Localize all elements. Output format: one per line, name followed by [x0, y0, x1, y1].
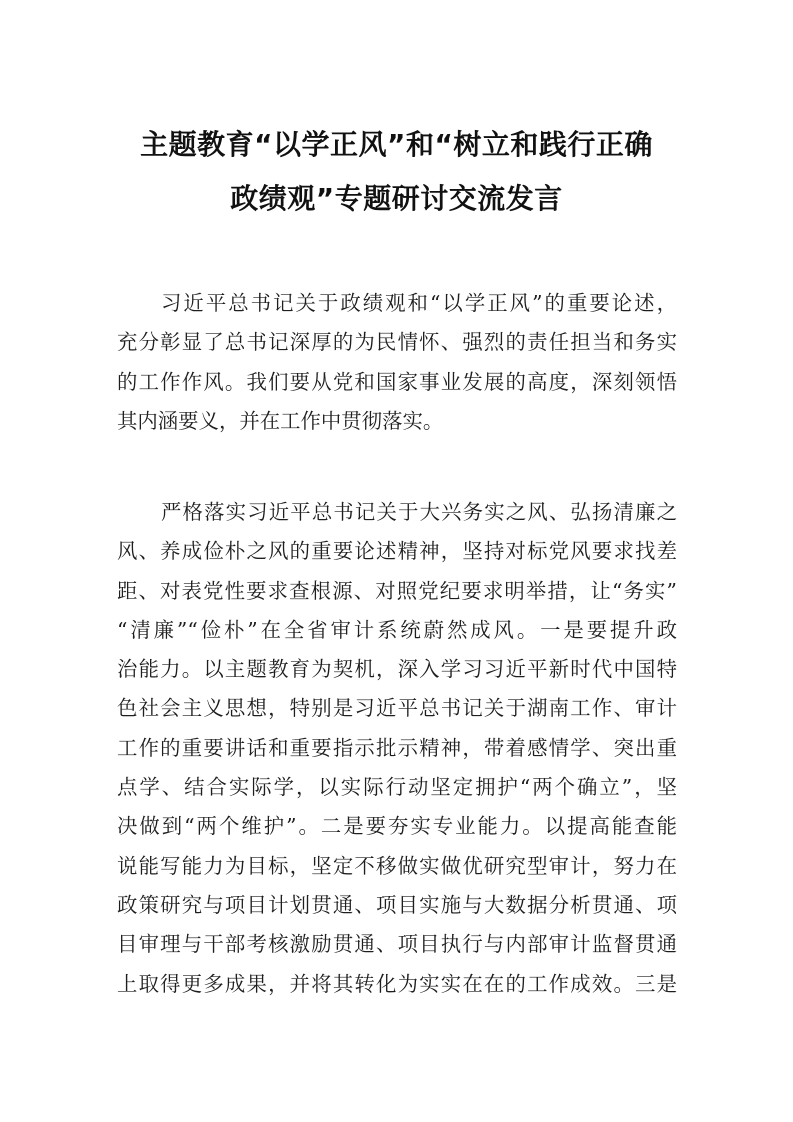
- paragraph-line: 色社会主义思想，特别是习近平总书记关于湖南工作、审计: [117, 696, 677, 721]
- paragraph-line: 风、养成俭朴之风的重要论述精神，坚持对标党风要求找差: [117, 539, 677, 564]
- paragraph-line: “清廉”“俭朴”在全省审计系统蔚然成风。一是要提升政: [117, 617, 677, 642]
- paragraph-intro: [117, 284, 677, 441]
- paragraph-line: 治能力。以主题教育为契机，深入学习习近平新时代中国特: [117, 657, 677, 682]
- paragraph-body: [117, 493, 677, 1004]
- paragraph-line: 其内涵要义，并在工作中贯彻落实。: [117, 408, 444, 433]
- paragraph-line: 政策研究与项目计划贯通、项目实施与大数据分析贯通、项: [117, 892, 677, 917]
- paragraph-line: 点学、结合实际学，以实际行动坚定拥护“两个确立”，坚: [117, 775, 677, 800]
- paragraph-line: 习近平总书记关于政绩观和“以学正风”的重要论述，: [161, 291, 677, 315]
- paragraph-line: 充分彰显了总书记深厚的为民情怀、强烈的责任担当和务实: [117, 330, 677, 355]
- paragraph-line: 目审理与干部考核激励贯通、项目执行与内部审计监督贯通: [117, 932, 677, 957]
- paragraph-line: 上取得更多成果，并将其转化为实实在在的工作成效。三是: [117, 971, 677, 996]
- paragraph-line: 距、对表党性要求查根源、对照党纪要求明举措，让“务实”: [117, 578, 677, 603]
- paragraph-line: 工作的重要讲话和重要指示批示精神，带着感情学、突出重: [117, 735, 677, 760]
- title-line: 主题教育“以学正风”和“树立和践行正确: [140, 128, 653, 161]
- paragraph-line: 的工作作风。我们要从党和国家事业发展的高度，深刻领悟: [117, 369, 677, 394]
- title-line: 政绩观”专题研讨交流发言: [230, 182, 563, 215]
- paragraph-line: 说能写能力为目标，坚定不移做实做优研究型审计，努力在: [117, 853, 677, 878]
- paragraph-line: 严格落实习近平总书记关于大兴务实之风、弘扬清廉之: [161, 500, 677, 524]
- paragraph-line: 决做到“两个维护”。二是要夯实专业能力。以提高能查能: [117, 814, 677, 839]
- document-title: [110, 118, 683, 226]
